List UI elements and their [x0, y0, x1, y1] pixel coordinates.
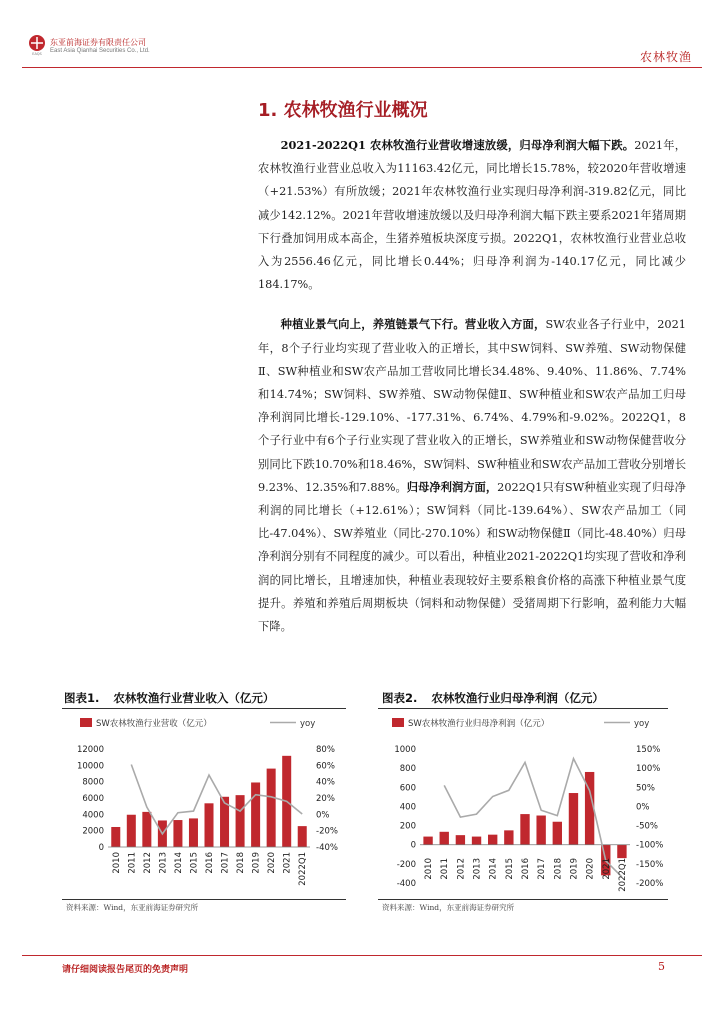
x-tick-label-2019: 2019: [251, 852, 262, 874]
y-left-tick-label: 0: [410, 840, 416, 851]
x-tick-label-2015: 2015: [189, 852, 200, 874]
bar-2014: [173, 820, 182, 847]
header-rule: [22, 67, 702, 68]
y-right-tick-label: -100%: [636, 840, 664, 851]
y-left-tick-label: 2000: [82, 826, 104, 837]
bar-2010: [111, 827, 120, 847]
figure-2-title: [382, 690, 604, 706]
legend-label-bar: SW农林牧渔行业营收（亿元）: [96, 719, 212, 729]
x-tick-label-2017: 2017: [537, 858, 548, 880]
y-left-tick-label: -400: [396, 879, 416, 889]
y-right-tick-label: 80%: [316, 745, 335, 755]
x-tick-label-2015: 2015: [504, 858, 515, 880]
y-right-tick-label: 150%: [636, 745, 661, 755]
y-left-tick-label: 12000: [76, 745, 104, 755]
legend-label-line: yoy: [300, 719, 316, 729]
y-right-tick-label: 0%: [636, 802, 650, 813]
x-tick-label-2011: 2011: [440, 858, 451, 880]
paragraph-2-lead-2: 归母净利润方面，: [406, 479, 498, 494]
company-name-en: East Asia Qianhai Securities Co., Ltd.: [50, 48, 150, 54]
figure-2-rule: [378, 708, 668, 709]
y-right-tick-label: 40%: [316, 777, 335, 788]
company-logo-icon: [28, 34, 46, 56]
x-tick-label-2020: 2020: [585, 858, 596, 880]
y-left-tick-label: 600: [399, 783, 416, 794]
x-tick-label-2010: 2010: [111, 852, 122, 874]
x-tick-label-2021: 2021: [601, 858, 612, 880]
y-right-tick-label: 20%: [316, 794, 335, 804]
y-right-tick-label: 50%: [636, 783, 655, 794]
y-right-tick-label: -150%: [636, 859, 664, 870]
bar-2019: [251, 782, 260, 847]
y-right-tick-label: -200%: [636, 879, 664, 889]
bar-2016: [204, 803, 213, 847]
x-tick-label-2019: 2019: [569, 858, 580, 880]
page-number: 5: [658, 960, 665, 973]
chart-net-profit: [376, 712, 674, 898]
y-left-tick-label: 200: [399, 821, 416, 832]
paragraph-2-body-2: 2022Q1只有SW种植业实现了归母净利润的同比增长（+12.61%）；SW饲料（同比-139.64%）、SW农产品加工（同比-47.04%）、SW养殖业（同比-270.10%）和SW动物保健Ⅱ（同比-48.40%）归母净利润分别有不同程度的减少。可以看出，种植业2021-2022Q1均实现了营收和净利润的同比增长，且增速加快，种植业表现较好主要系粮食价格的高涨下种植业景气度提升。养殖和养殖后周期板块（饲料和动物保健）受猪周期下行影响，盈利能力大幅下降。: [258, 480, 686, 634]
bar-2014: [488, 835, 497, 845]
yoy-line: [131, 765, 302, 834]
y-left-tick-label: 4000: [82, 810, 104, 821]
y-left-tick-label: 0: [98, 843, 104, 853]
paragraph-1-body: 2021年，农林牧渔行业营业总收入为11163.42亿元，同比增长15.78%，较2020年营收增速（+21.53%）有所放缓；2021年农林牧渔行业实现归母净利润-319.82亿元，同比减少142.12%。2021年营收增速放缓以及归母净利润大幅下跌主要系2021年猪周期下行叠加饲用成本高企，生猪养殖板块深度亏损。2022Q1，农林牧渔行业营业总收入为2556.46亿元，同比增长0.44%；归母净利润为-140.17亿元，同比减少184.17%。: [258, 139, 686, 292]
y-left-tick-label: 1000: [394, 745, 416, 755]
figure-2-source: 资料来源：Wind，东亚前海证券研究所: [382, 903, 515, 912]
paragraph-1-lead: 2021-2022Q1 农林牧渔行业营收增速放缓，归母净利润大幅下跌。: [280, 138, 635, 152]
x-tick-label-2011: 2011: [127, 852, 138, 874]
x-tick-label-2014: 2014: [173, 852, 184, 874]
bar-2011: [440, 832, 449, 845]
bar-2010: [423, 837, 432, 845]
y-right-tick-label: -40%: [316, 843, 338, 853]
y-right-tick-label: 60%: [316, 761, 335, 772]
figure-1-title: [64, 690, 274, 706]
bar-2020: [267, 769, 276, 847]
paragraph-1: [258, 134, 686, 296]
paragraph-2-lead: 种植业景气向上，养殖链景气下行。营业收入方面，: [280, 317, 546, 332]
figure-1-source: 资料来源：Wind，东亚前海证券研究所: [66, 903, 199, 912]
y-left-tick-label: 10000: [76, 761, 104, 772]
x-tick-label-2020: 2020: [267, 852, 278, 874]
legend-label-line: yoy: [634, 719, 650, 729]
bar-2022Q1: [617, 845, 626, 858]
x-tick-label-2016: 2016: [521, 858, 531, 880]
x-tick-label-2016: 2016: [205, 852, 215, 874]
x-tick-label-2018: 2018: [236, 852, 247, 874]
logo-mark-text: EAQS: [32, 52, 42, 56]
bar-2018: [236, 795, 245, 847]
bar-2015: [504, 830, 513, 844]
y-right-tick-label: -20%: [316, 826, 338, 837]
paragraph-2-body-1: SW农业各子行业中，2021年，8个子行业均实现了营业收入的正增长，其中SW饲料、SW养殖、SW动物保健Ⅱ、SW种植业和SW农产品加工营收同比增长34.48%、9.40%、11.86%、7.74%和14.74%；SW饲料、SW养殖、SW动物保健Ⅱ、SW种植业和SW农产品加工归母净利润同比增长-129.10%、-177.31%、6.74%、4.79%和-9.02%。2022Q1，8个子行业中有6个子行业实现了营业收入的正增长，SW养殖业和SW动物保健营收分别同比下跌10.70%和18.46%，SW饲料、SW种植业和SW农产品加工营收分别增长9.23%、12.35%和7.88%。: [258, 318, 686, 494]
figure-2-bottom-rule: [378, 899, 668, 900]
bar-2022Q1: [298, 826, 307, 847]
body-text: [258, 134, 686, 638]
x-tick-label-2014: 2014: [488, 858, 499, 880]
bar-2012: [142, 812, 151, 847]
y-left-tick-label: 800: [399, 764, 416, 775]
footer-rule: [22, 955, 702, 956]
x-tick-label-2012: 2012: [142, 852, 153, 874]
x-tick-label-2013: 2013: [472, 858, 483, 880]
bar-2013: [472, 837, 481, 845]
figure-2-caption: 农林牧渔行业归母净利润（亿元）: [431, 691, 604, 705]
x-tick-label-2017: 2017: [220, 852, 231, 874]
figure-1-caption: 农林牧渔行业营业收入（亿元）: [113, 691, 275, 705]
x-tick-label-2022Q1: 2022Q1: [617, 858, 628, 892]
section-tag: 农林牧渔: [639, 50, 692, 64]
x-tick-label-2021: 2021: [282, 852, 293, 874]
x-tick-label-2012: 2012: [456, 858, 467, 880]
bar-2017: [536, 816, 545, 845]
legend-swatch-bar: [392, 718, 404, 727]
chart-revenue: [62, 712, 350, 898]
bar-2018: [553, 822, 562, 845]
legend-label-bar: SW农林牧渔行业归母净利润（亿元）: [408, 719, 550, 729]
figure-2-label: 图表2.: [382, 691, 418, 705]
bar-2015: [189, 818, 198, 847]
y-right-tick-label: 100%: [636, 764, 661, 775]
footer-disclaimer: 请仔细阅读报告尾页的免责声明: [62, 965, 189, 975]
paragraph-2: [258, 313, 686, 638]
y-left-tick-label: -200: [396, 859, 416, 870]
legend-swatch-bar: [80, 718, 92, 727]
bar-2011: [127, 815, 136, 847]
y-right-tick-label: -50%: [636, 821, 658, 832]
section-title: 1. 农林牧渔行业概况: [258, 100, 428, 121]
bar-2016: [520, 814, 529, 845]
x-tick-label-2022Q1: 2022Q1: [298, 852, 309, 886]
bar-2019: [569, 793, 578, 845]
figure-1-bottom-rule: [62, 899, 346, 900]
company-name-cn: 东亚前海证券有限责任公司: [50, 38, 146, 47]
y-left-tick-label: 6000: [82, 794, 104, 804]
y-right-tick-label: 0%: [316, 810, 330, 821]
x-tick-label-2013: 2013: [158, 852, 169, 874]
x-tick-label-2018: 2018: [553, 858, 564, 880]
y-left-tick-label: 8000: [82, 777, 104, 788]
bar-2012: [456, 835, 465, 845]
figure-1-rule: [62, 708, 346, 709]
figure-1-label: 图表1.: [64, 691, 100, 705]
x-tick-label-2010: 2010: [424, 858, 435, 880]
y-left-tick-label: 400: [399, 802, 416, 813]
